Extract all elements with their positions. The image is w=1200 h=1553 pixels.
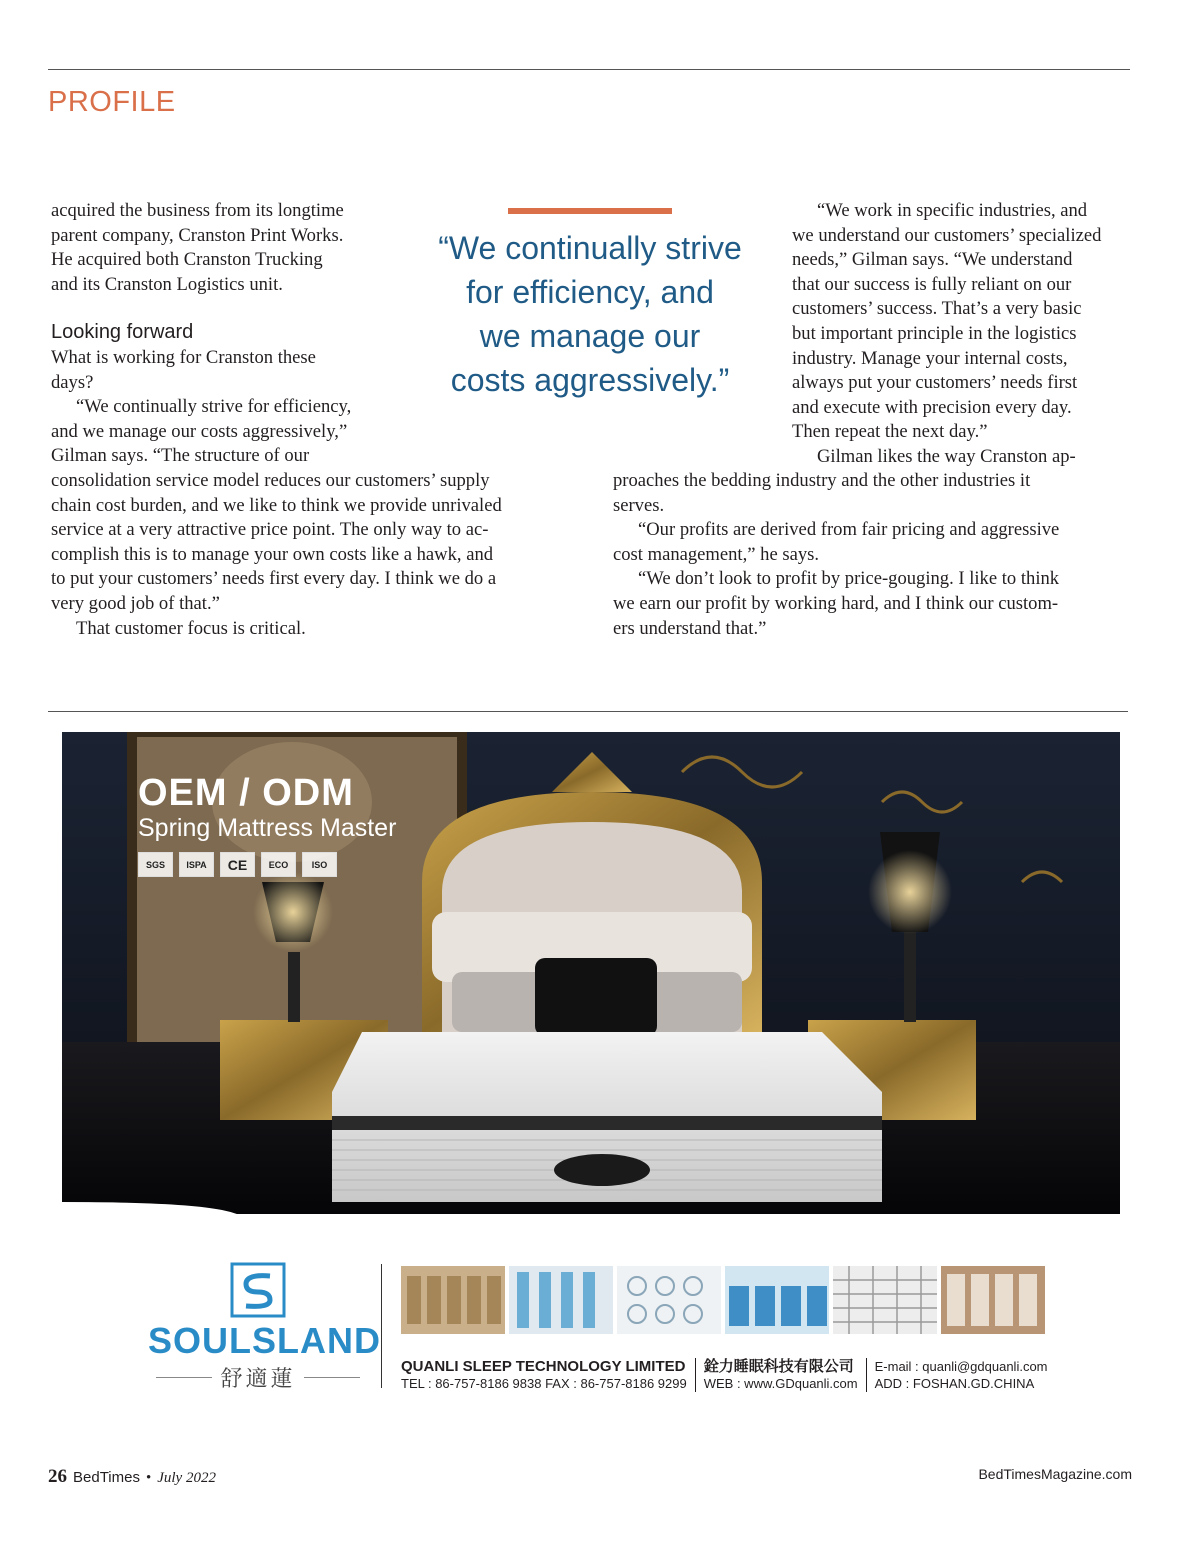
publication-name: BedTimes: [73, 1469, 140, 1486]
contact-col-company: [401, 1358, 696, 1392]
subhead-looking-forward: Looking forward: [51, 321, 194, 343]
text-line: consolidation service model reduces our customers’ supply: [51, 470, 490, 491]
website: WEB : www.GDquanli.com: [703, 1376, 858, 1391]
text-line: Then repeat the next day.”: [792, 421, 988, 443]
logo-dash: [156, 1377, 212, 1378]
email: E-mail : quanli@gdquanli.com: [874, 1359, 1048, 1374]
cert-badge: SGS: [138, 852, 173, 877]
cert-badge: ECO: [261, 852, 296, 877]
text-line: and execute with precision every day.: [792, 396, 1072, 418]
tel-fax: TEL : 86-757-8186 9838 FAX : 86-757-8186 9299: [401, 1376, 687, 1391]
article-column-3b: [613, 469, 1059, 641]
ad-subline: Spring Mattress Master: [138, 814, 397, 842]
text-line: complish this is to manage your own costs like a hawk, and: [51, 543, 494, 565]
ad-company-panel: [62, 1214, 1120, 1418]
text-line: always put your customers’ needs first: [792, 372, 1078, 394]
text-line: days?: [51, 371, 94, 393]
cert-badge: ISO: [302, 852, 337, 877]
text-line: that our success is fully reliant on our: [792, 273, 1072, 295]
article-column-1: [51, 199, 344, 297]
cert-badge: CE: [220, 852, 255, 877]
issue-date: July 2022: [157, 1470, 216, 1486]
text-line: What is working for Cranston these: [51, 347, 316, 368]
certification-badges: [138, 852, 337, 877]
section-label: PROFILE: [48, 86, 176, 118]
ad-divider-rule: [48, 711, 1128, 712]
article-column-1c: [51, 469, 502, 641]
spring-coil-photo-1: [401, 1266, 505, 1334]
spring-coil-photo-6: [941, 1266, 1045, 1334]
footer-website: BedTimesMagazine.com: [978, 1466, 1132, 1482]
text-line: Gilman says. “The structure of our: [51, 445, 310, 467]
text-line: cost management,” he says.: [613, 543, 820, 565]
pullquote-line: “We continually strive: [438, 230, 742, 266]
text-line: ers understand that.”: [613, 617, 767, 639]
company-name: QUANLI SLEEP TECHNOLOGY LIMITED: [401, 1358, 686, 1375]
text-line: That customer focus is critical.: [76, 617, 306, 639]
company-name-chinese: 銓力睡眠科技有限公司: [703, 1358, 854, 1375]
bullet-separator: •: [145, 1470, 152, 1486]
article-column-3: [792, 199, 1101, 470]
pullquote-accent-bar: [508, 208, 672, 214]
product-thumbnails: [401, 1266, 1045, 1334]
text-line: acquired the business from its longtime: [51, 200, 344, 221]
cert-badge: ISPA: [179, 852, 214, 877]
pullquote-line: we manage our: [479, 318, 701, 354]
text-line: industry. Manage your internal costs,: [792, 347, 1068, 369]
ad-headline: OEM / ODM: [138, 772, 354, 814]
text-line: but important principle in the logistics: [792, 322, 1077, 344]
text-line: parent company, Cranston Print Works.: [51, 224, 344, 246]
text-line: to put your customers’ needs first every day. I think we do a: [51, 568, 497, 590]
text-line: and we manage our costs aggressively,”: [51, 420, 348, 442]
text-line: customers’ success. That’s a very basic: [792, 298, 1082, 320]
footer-folio: [48, 1466, 216, 1488]
spring-coil-photo-2: [509, 1266, 613, 1334]
text-line: “We continually strive for efficiency,: [76, 396, 352, 418]
text-line: we understand our customers’ specialized: [792, 224, 1102, 246]
soulsland-logo-icon: [230, 1262, 286, 1318]
pullquote: [424, 226, 756, 402]
spring-coil-photo-4: [725, 1266, 829, 1334]
text-line: we earn our profit by working hard, and I think our custom-: [613, 592, 1059, 614]
text-line: “Our profits are derived from fair pricing and aggressive: [638, 519, 1060, 541]
spring-coil-photo-5: [833, 1266, 937, 1334]
article-column-1b: [51, 346, 351, 469]
logo-chinese-name: [148, 1362, 368, 1393]
logo-name: SOULSLAND: [148, 1320, 381, 1361]
text-line: “We don’t look to profit by price-gouging. I like to think: [638, 568, 1060, 590]
text-line: service at a very attractive price point. The only way to ac-: [51, 519, 489, 541]
logo-cn-text: 舒適蓮: [220, 1367, 296, 1392]
text-line: needs,” Gilman says. “We understand: [792, 249, 1073, 271]
text-line: “We work in specific industries, and: [817, 200, 1088, 221]
soulsland-logo: [148, 1262, 381, 1393]
contact-col-email: [867, 1358, 1056, 1392]
pullquote-line: costs aggressively.”: [450, 362, 730, 398]
logo-separator: [381, 1264, 382, 1388]
logo-dash: [304, 1377, 360, 1378]
text-line: He acquired both Cranston Trucking: [51, 249, 323, 271]
top-rule: [48, 69, 1130, 70]
contact-col-web: [696, 1358, 867, 1392]
text-line: chain cost burden, and we like to think we provide unrivaled: [51, 494, 502, 516]
spring-coil-photo-3: [617, 1266, 721, 1334]
advertisement: [62, 732, 1120, 1418]
pullquote-line: for efficiency, and: [466, 274, 714, 310]
contact-details: [401, 1358, 1056, 1392]
text-line: Gilman likes the way Cranston ap-: [817, 445, 1076, 467]
text-line: serves.: [613, 494, 665, 516]
address: ADD : FOSHAN.GD.CHINA: [874, 1376, 1035, 1391]
ad-bedroom-photo: [62, 732, 1120, 1214]
page-number: 26: [48, 1466, 67, 1487]
text-line: very good job of that.”: [51, 592, 220, 614]
text-line: proaches the bedding industry and the other industries it: [613, 470, 1031, 491]
text-line: and its Cranston Logistics unit.: [51, 273, 283, 295]
